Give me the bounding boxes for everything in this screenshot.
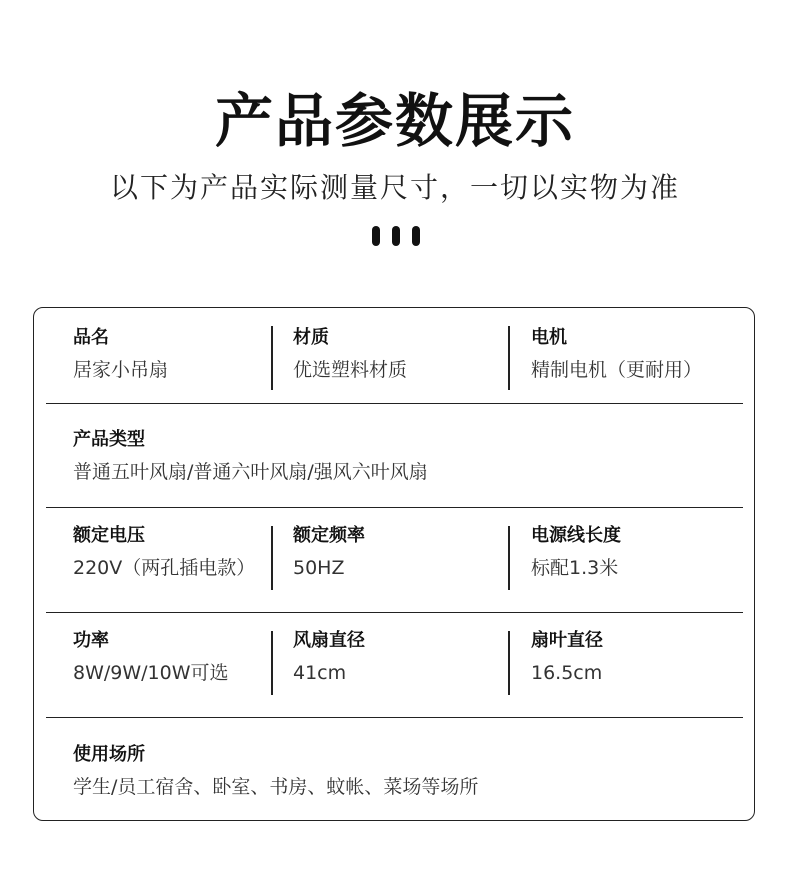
- spec-value: 8W/9W/10W可选: [73, 662, 229, 684]
- spec-cell-type: [73, 428, 428, 485]
- column-divider: [271, 631, 273, 695]
- column-divider: [508, 526, 510, 590]
- spec-label: 产品类型: [73, 429, 145, 450]
- spec-value: 16.5cm: [531, 662, 603, 684]
- spec-cell-voltage: [73, 524, 255, 581]
- spec-row: [46, 308, 742, 412]
- spec-cell-name: [73, 326, 168, 383]
- spec-value: 50HZ: [293, 557, 345, 579]
- spec-cell-material: [293, 326, 407, 383]
- spec-value: 普通五叶风扇/普通六叶风扇/强风六叶风扇: [73, 461, 428, 483]
- spec-value: 41cm: [293, 662, 347, 684]
- spec-value: 居家小吊扇: [73, 359, 169, 381]
- bar-icon: [392, 226, 400, 246]
- decorative-bars: [372, 226, 420, 246]
- spec-label: 功率: [73, 630, 109, 651]
- spec-row: [46, 508, 742, 612]
- spec-cell-fan-diameter: [293, 629, 365, 686]
- spec-cell-frequency: [293, 524, 365, 581]
- spec-row: [46, 717, 742, 821]
- spec-label: 扇叶直径: [531, 630, 603, 651]
- spec-value: 精制电机（更耐用）: [531, 359, 703, 381]
- spec-row: [46, 404, 742, 508]
- spec-value: 标配1.3米: [531, 557, 619, 579]
- column-divider: [508, 631, 510, 695]
- spec-label: 电机: [531, 327, 567, 348]
- column-divider: [271, 526, 273, 590]
- spec-label: 材质: [293, 327, 329, 348]
- spec-table: [33, 307, 755, 821]
- page-title: 产品参数展示: [214, 87, 575, 155]
- spec-row: [46, 613, 742, 717]
- spec-label: 风扇直径: [293, 630, 365, 651]
- spec-value: 220V（两孔插电款）: [73, 557, 256, 579]
- page-subtitle: 以下为产品实际测量尺寸，一切以实物为准: [109, 171, 680, 204]
- bar-icon: [372, 226, 380, 246]
- spec-value: 学生/员工宿舍、卧室、书房、蚊帐、菜场等场所: [73, 776, 479, 798]
- bar-icon: [412, 226, 420, 246]
- spec-value: 优选塑料材质: [293, 359, 408, 381]
- spec-cell-blade-diameter: [531, 629, 603, 686]
- spec-label: 品名: [73, 327, 109, 348]
- spec-label: 使用场所: [73, 744, 145, 765]
- column-divider: [271, 326, 273, 390]
- spec-cell-cord: [531, 524, 621, 581]
- spec-cell-motor: [531, 326, 702, 383]
- spec-label: 额定电压: [73, 525, 145, 546]
- spec-label: 电源线长度: [531, 525, 621, 546]
- spec-label: 额定频率: [293, 525, 365, 546]
- spec-cell-power: [73, 629, 229, 686]
- spec-cell-usage: [73, 743, 478, 800]
- column-divider: [508, 326, 510, 390]
